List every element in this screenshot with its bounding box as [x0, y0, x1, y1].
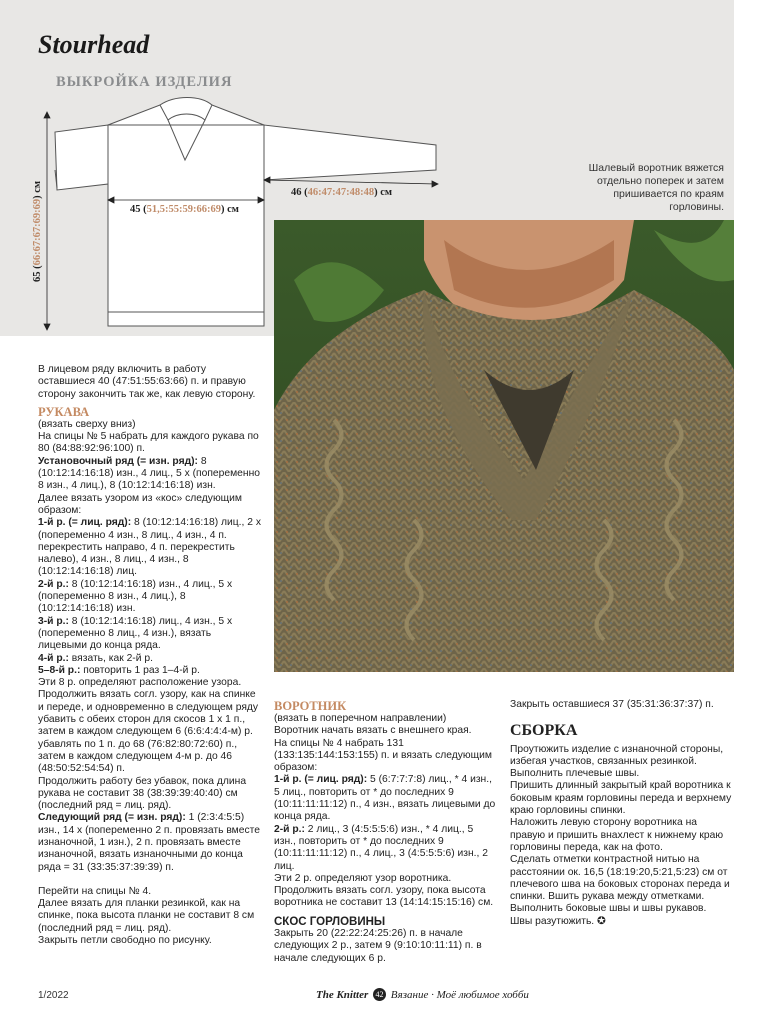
paragraph: Закрыть оставшиеся 37 (35:31:36:37:37) п.: [510, 699, 714, 710]
paragraph: Эти 8 р. определяют расположение узора. Продолжить вязать согл. узору, как на спинке и переде, и одновременно в следующем ряду убавить с обеих сторон для скосов 1 х 1 п., затем в каждом следующем 6 (6:6:4:4:4-м) р. убавлять по 1 п. до 68 (76:82:80:72:60) п., затем в каждом следующем 4-м р. до 46 (48:50:52:54:54) п.: [38, 677, 259, 775]
pattern-title: Stourhead: [38, 30, 150, 59]
paragraph: 4-й р.: вязать, как 2-й р.: [38, 652, 153, 664]
paragraph: 1-й р. (= лиц. ряд): 5 (6:7:7:7:8) лиц., * 4 изн., 5 лиц., повторить от * до последних 9 (10:11:11:11:12) п., 4 изн., вязать лицевыми до конца ряда.: [274, 774, 496, 823]
column-assembly: [510, 699, 732, 928]
paragraph: Далее вязать для планки резинкой, как на спинке, пока высота планки не составит 8 см (последний ряд = лиц. ряд).: [38, 898, 255, 934]
paragraph: Закрыть петли свободно по рисунку.: [38, 935, 212, 947]
issue-number: 1/2022: [38, 990, 69, 1001]
section-heading-neck-shaping: СКОС ГОРЛОВИНЫ: [274, 915, 386, 928]
paragraph: Проутюжить изделие с изнаночной стороны, избегая участков, связанных резинкой. Выполнить плечевые швы.: [510, 743, 724, 780]
model-photo: [274, 220, 734, 672]
collar-note: Шалевый воротник вяжется отдельно поперек и затем пришивается по краям горловины.: [588, 162, 724, 213]
paragraph: Швы разутюжить. ✪: [510, 915, 606, 927]
chest-width-label: 45 (51,5:55:59:66:69) см: [130, 204, 239, 215]
sleeve-length-label: 46 (46:47:47:48:48) см: [291, 187, 393, 198]
paragraph: На спицы № 4 набрать 131 (133:135:144:153:155) п. и вязать следующим образом:: [274, 737, 492, 774]
section-heading-collar: ВОРОТНИК: [274, 699, 347, 713]
paragraph: Сделать отметки контрастной нитью на расстоянии ок. 16,5 (18:19:20,5:21,5:23) см от плечевого шва на боковых сторонах переда и спинки. Вшить рукава между отметками. Выполнить боковые швы и швы рукавов.: [510, 854, 730, 915]
paragraph: Пришить длинный закрытый край воротника к боковым краям горловины переда и верхнему краю горловины спинки.: [510, 780, 732, 817]
paragraph: Следующий ряд (= изн. ряд): 1 (2:3:4:5:5) изн., 14 х (попеременно 2 п. провязать вместе изнаночной, 1 изн.), 2 п. провязать вместе изнаночной, вязать изнаночными до конца ряда = 31 (33:35:37:39:39) п.: [38, 812, 260, 873]
paragraph: Наложить левую сторону воротника на правую и пришить внахлест к нижнему краю горловины переда, как на фото.: [510, 817, 724, 853]
page-number: 42: [373, 988, 386, 1001]
paragraph: 5–8-й р.: повторить 1 раз 1–4-й р.: [38, 664, 200, 676]
paragraph: Далее вязать узором из «кос» следующим образом:: [38, 492, 242, 516]
paragraph: Перейти на спицы № 4.: [38, 885, 152, 897]
section-heading-assembly: СБОРКА: [510, 722, 578, 740]
paragraph: 1-й р. (= лиц. ряд): 8 (10:12:14:16:18) лиц., 2 х (попеременно 4 изн., 8 лиц., 4 изн., 4 п. перекрестить направо, 4 п. перекрестить налево), 4 изн., 8 лиц., 4 изн., 8 (10:12:14:16:18) лиц.: [38, 517, 261, 578]
paragraph: 2-й р.: 8 (10:12:14:16:18) изн., 4 лиц., 5 х (попеременно 8 изн., 4 лиц.), 8 (10:12:14:16:18) изн.: [38, 578, 233, 615]
paragraph: Установочный ряд (= изн. ряд): 8 (10:12:14:16:18) изн., 4 лиц., 5 х (попеременно 8 изн., 4 лиц.), 8 (10:12:14:16:18) изн.: [38, 455, 260, 492]
body-length-label: 65 (66:67:67:69:69) см: [32, 180, 43, 282]
schematic-heading: ВЫКРОЙКА ИЗДЕЛИЯ: [56, 74, 233, 90]
paragraph: Воротник начать вязать с внешнего края.: [274, 725, 472, 737]
schematic-sleeve-left: [55, 125, 108, 190]
paragraph: В лицевом ряду включить в работу оставшиеся 40 (47:51:55:63:66) п. и правую сторону закончить так же, как левую сторону.: [38, 364, 256, 400]
section-heading-sleeves: РУКАВА: [38, 404, 90, 419]
paragraph: На спицы № 5 набрать для каждого рукава по 80 (84:88:92:96:100) п.: [38, 431, 259, 455]
paragraph: (вязать в поперечном направлении): [274, 713, 447, 724]
column-collar: [274, 699, 496, 965]
schematic-body: [108, 125, 264, 326]
column-sleeves: [38, 364, 262, 947]
paragraph: (вязать сверху вниз): [38, 418, 136, 430]
footer-magazine: The Knitter 42 Вязание · Моё любимое хобби: [316, 989, 529, 1001]
schematic-sleeve-right: [264, 125, 436, 180]
paragraph: 3-й р.: 8 (10:12:14:16:18) лиц., 4 изн., 5 х (попеременно 8 лиц., 4 изн.), вязать лицевыми до конца ряда.: [38, 615, 233, 652]
paragraph: Продолжить работу без убавок, пока длина рукава не составит 38 (38:39:39:40:40) см (последний ряд = лиц. ряд).: [38, 775, 247, 812]
paragraph: Закрыть 20 (22:22:24:25:26) п. в начале следующих 2 р., затем 9 (9:10:10:11:11) п. в начале следующих 6 р.: [274, 928, 482, 964]
paragraph: 2-й р.: 2 лиц., 3 (4:5:5:5:6) изн., * 4 лиц., 5 изн., повторить от * до последних 9 (10:11:11:11:12) п., 4 лиц., 3 (4:5:5:5:6) изн., 2 лиц.: [274, 823, 488, 872]
paragraph: Эти 2 р. определяют узор воротника. Продолжить вязать согл. узору, пока высота воротника не составит 13 (14:14:15:15:16) см.: [274, 872, 494, 909]
